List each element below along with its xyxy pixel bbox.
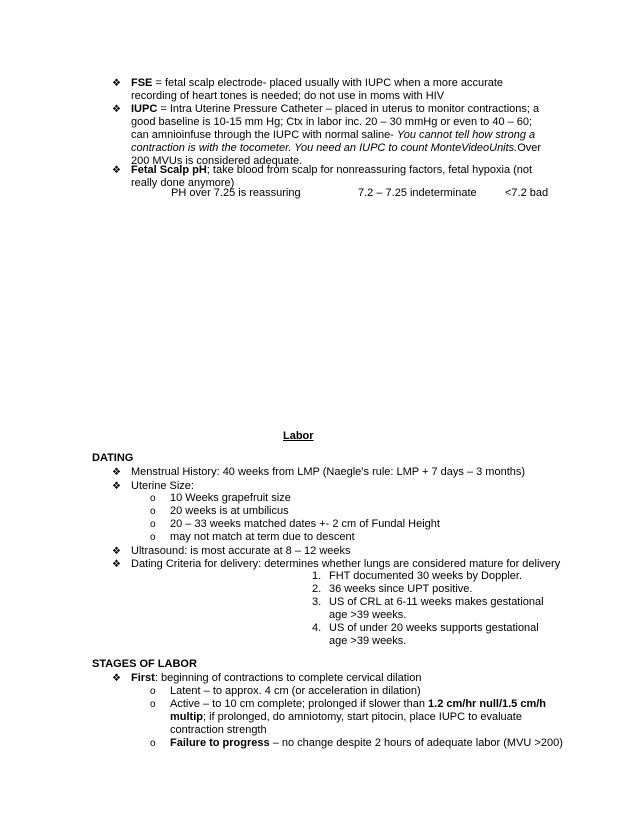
diamond-bullet-icon: ❖	[112, 467, 121, 478]
criteria-item-continued: age >39 weeks.	[329, 635, 407, 647]
diamond-bullet-icon: ❖	[112, 559, 121, 570]
dating-criteria: Dating Criteria for delivery: determines whether lungs are considered mature for delivery	[131, 558, 561, 570]
active-text: Active – to 10 cm complete; prolonged if slower than	[170, 698, 429, 710]
circle-bullet-icon: o	[150, 493, 156, 504]
criteria-item-continued: age >39 weeks.	[329, 609, 407, 621]
active-text-tail: ; if prolonged, do amniotomy, start pitocin, place IUPC to evaluate contraction strength	[170, 711, 522, 736]
labor-title: Labor	[283, 430, 314, 442]
first-stage-term: First	[131, 672, 155, 684]
ph-indeterminate: 7.2 – 7.25 indeterminate	[358, 187, 477, 199]
menstrual-history: Menstrual History: 40 weeks from LMP (Naegle’s rule: LMP + 7 days – 3 months)	[131, 466, 526, 478]
failure-term: Failure to progress	[170, 737, 270, 749]
latent-phase: Latent – to approx. 4 cm (or acceleration in dilation)	[170, 685, 421, 697]
iupc-text: = Intra Uterine Pressure Catheter – placed in uterus to monitor contractions; a good baseline is 10-15 mm Hg; Ctx in labor inc. 20 – 30 mmHg or even to 40 – 60; can amnioinfuse through the IUPC with normal saline-	[131, 103, 540, 141]
first-stage	[131, 672, 421, 685]
uterine-item: 10 Weeks grapefruit size	[170, 492, 291, 504]
diamond-bullet-icon: ❖	[112, 104, 121, 115]
diamond-bullet-icon: ❖	[112, 165, 121, 176]
failure-to-progress	[170, 737, 563, 750]
uterine-item: 20 – 33 weeks matched dates +- 2 cm of Fundal Height	[170, 518, 440, 530]
iupc-italic-note: You cannot tell how strong a contraction is with the tocometer. You need an IUPC to count MonteVideoUnits.	[131, 129, 536, 154]
ultrasound: Ultrasound: is most accurate at 8 – 12 weeks	[131, 545, 351, 557]
criteria-number: 4.	[312, 622, 322, 634]
fetal-scalp-text: ; take blood from scalp for nonreassuring factors, fetal hypoxia (not really done anymore)	[131, 164, 533, 189]
iupc-paragraph	[131, 103, 551, 168]
diamond-bullet-icon: ❖	[112, 481, 121, 492]
fse-term: FSE	[131, 77, 153, 89]
ph-bad: <7.2 bad	[505, 187, 549, 199]
criteria-number: 3.	[312, 596, 322, 608]
criteria-item: FHT documented 30 weeks by Doppler.	[329, 570, 523, 582]
fse-text: = fetal scalp electrode- placed usually with IUPC when a more accurate recording of heart tones is needed; do not use in moms with HIV	[131, 77, 504, 102]
failure-text: – no change despite 2 hours of adequate labor (MVU >200)	[269, 737, 563, 749]
dating-heading: DATING	[92, 452, 134, 464]
circle-bullet-icon: o	[150, 699, 156, 710]
active-rate: 1.2 cm/hr null/1.5 cm/h multip	[170, 698, 547, 723]
circle-bullet-icon: o	[150, 506, 156, 517]
criteria-item: US of CRL at 6-11 weeks makes gestational	[329, 596, 544, 608]
criteria-item: US of under 20 weeks supports gestational	[329, 622, 539, 634]
circle-bullet-icon: o	[150, 519, 156, 530]
iupc-term: IUPC	[131, 103, 158, 115]
uterine-size: Uterine Size:	[131, 480, 194, 492]
uterine-item: 20 weeks is at umbilicus	[170, 505, 289, 517]
criteria-item: 36 weeks since UPT positive.	[329, 583, 473, 595]
first-stage-text: : beginning of contractions to complete cervical dilation	[154, 672, 422, 684]
criteria-number: 2.	[312, 583, 322, 595]
circle-bullet-icon: o	[150, 686, 156, 697]
circle-bullet-icon: o	[150, 532, 156, 543]
ph-reassuring: PH over 7.25 is reassuring	[171, 187, 301, 199]
diamond-bullet-icon: ❖	[112, 546, 121, 557]
stages-heading: STAGES OF LABOR	[92, 658, 197, 670]
iupc-tail: Over 200 MVUs is considered adequate.	[131, 142, 542, 167]
circle-bullet-icon: o	[150, 738, 156, 749]
active-phase	[170, 698, 550, 737]
diamond-bullet-icon: ❖	[112, 673, 121, 684]
fetal-scalp-term: Fetal Scalp pH	[131, 164, 207, 176]
uterine-item: may not match at term due to descent	[170, 531, 355, 543]
criteria-number: 1.	[312, 570, 322, 582]
diamond-bullet-icon: ❖	[112, 78, 121, 89]
fse-paragraph	[131, 77, 551, 103]
